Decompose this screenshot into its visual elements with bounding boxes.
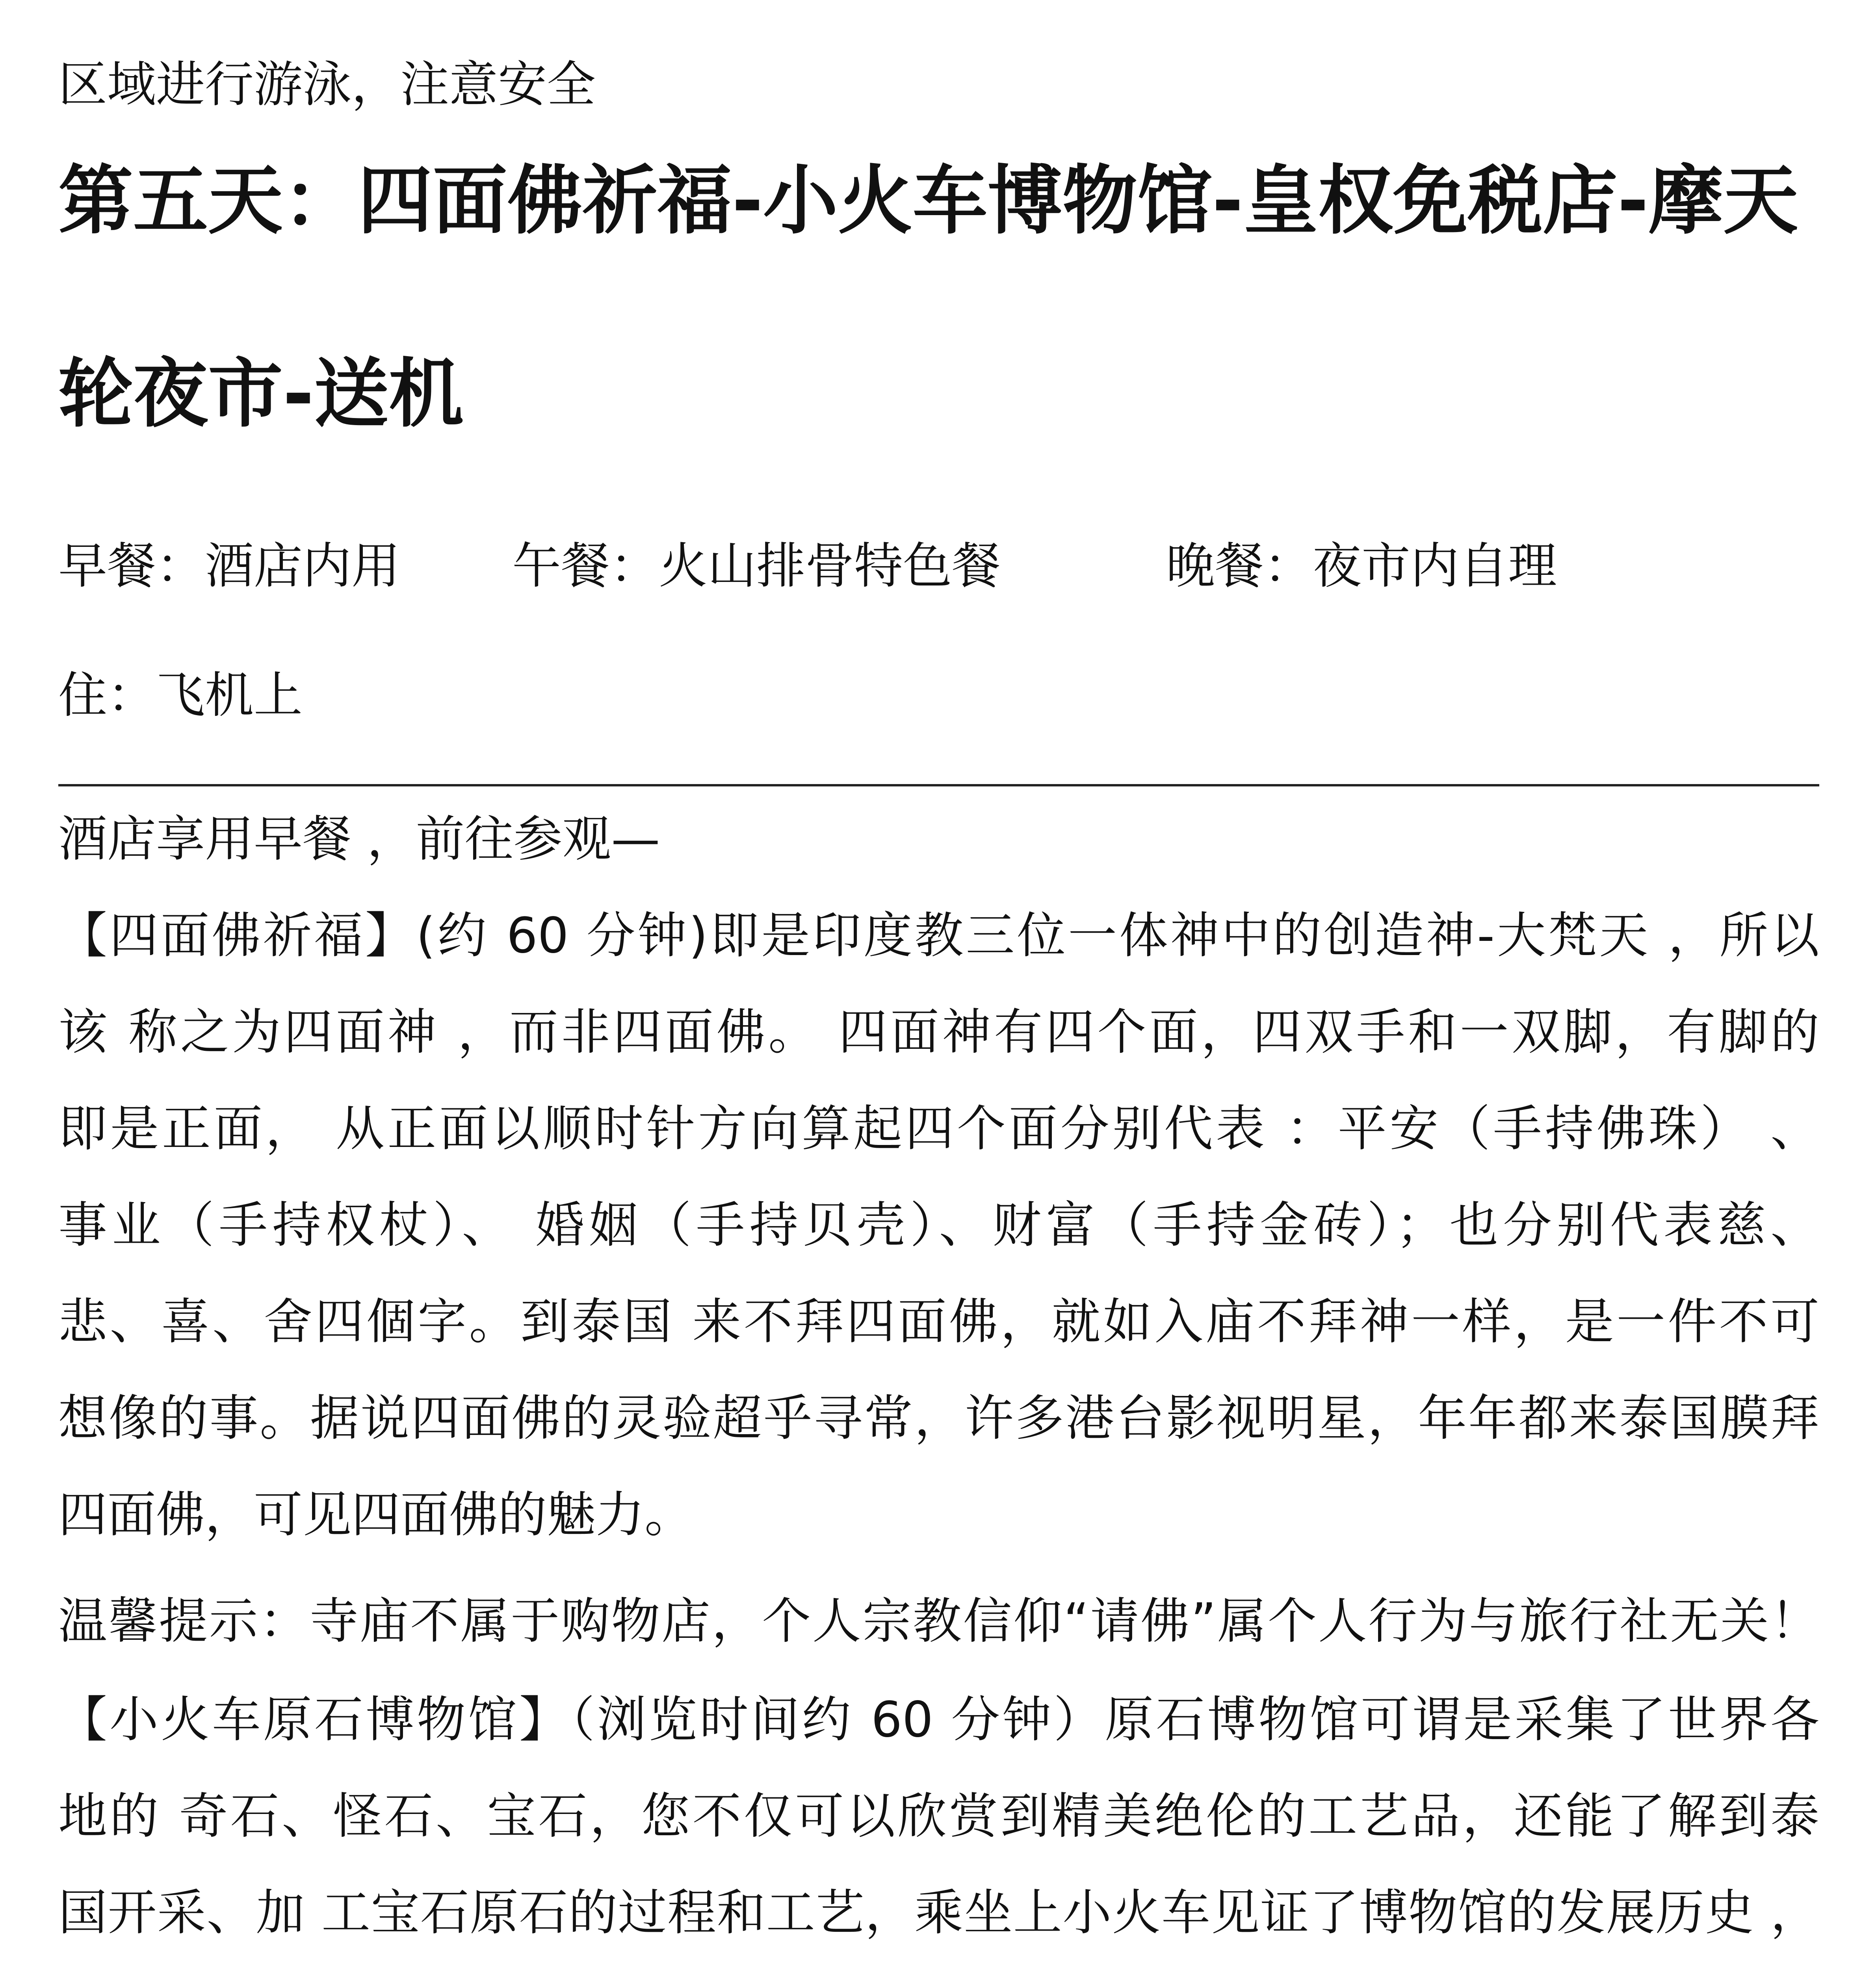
stay-info: 住：飞机上 bbox=[58, 667, 303, 724]
tip-line: 温馨提示：寺庙不属于购物店，个人宗教信仰“请佛”属个人行为与旅行社无关！ bbox=[58, 1593, 1819, 1650]
top-line: 区域进行游泳，注意安全 bbox=[58, 56, 596, 113]
day-title-line-1: 第五天：四面佛祈福-小火车博物馆-皇权免税店-摩天 bbox=[58, 157, 1798, 244]
lunch-info: 午餐：火山排骨特色餐 bbox=[512, 538, 1001, 595]
body-line: 国开采、加 工宝石原石的过程和工艺，乘坐上小火车见证了博物馆的发展历史 ， bbox=[58, 1885, 1819, 1941]
body-line: 悲、喜、舍四個字。到泰国 来不拜四面佛，就如入庙不拜神一样，是一件不可 bbox=[58, 1294, 1819, 1350]
body-line: 地的 奇石、怪石、宝石，您不仅可以欣赏到精美绝伦的工艺品，还能了解到泰 bbox=[58, 1788, 1819, 1845]
breakfast-info: 早餐：酒店内用 bbox=[58, 538, 401, 595]
body-line: 酒店享用早餐 ，前往参观— bbox=[58, 811, 660, 868]
body-line: 即是正面， 从正面以顺时针方向算起四个面分别代表 ：平安（手持佛珠） 、 bbox=[58, 1100, 1819, 1157]
body-line: 该 称之为四面神 ，而非四面佛。 四面神有四个面，四双手和一双脚，有脚的 bbox=[58, 1004, 1819, 1061]
body-line: 想像的事。据说四面佛的灵验超乎寻常，许多港台影视明星，年年都来泰国膜拜 bbox=[58, 1390, 1819, 1447]
body-line: 事业（手持权杖）、 婚姻（手持贝壳）、财富（手持金砖）；也分别代表慈、 bbox=[58, 1197, 1819, 1254]
body-line: 【四面佛祈福】(约 60 分钟)即是印度教三位一体神中的创造神-大梵天 ，所以 bbox=[58, 907, 1819, 964]
body-line: 四面佛，可见四面佛的魅力。 bbox=[58, 1487, 694, 1543]
section-divider bbox=[58, 784, 1819, 786]
dinner-info: 晚餐：夜市内自理 bbox=[1166, 538, 1557, 595]
body-line: 【小火车原石博物馆】（浏览时间约 60 分钟）原石博物馆可谓是采集了世界各 bbox=[58, 1691, 1819, 1748]
day-title-line-2: 轮夜市-送机 bbox=[58, 350, 464, 437]
